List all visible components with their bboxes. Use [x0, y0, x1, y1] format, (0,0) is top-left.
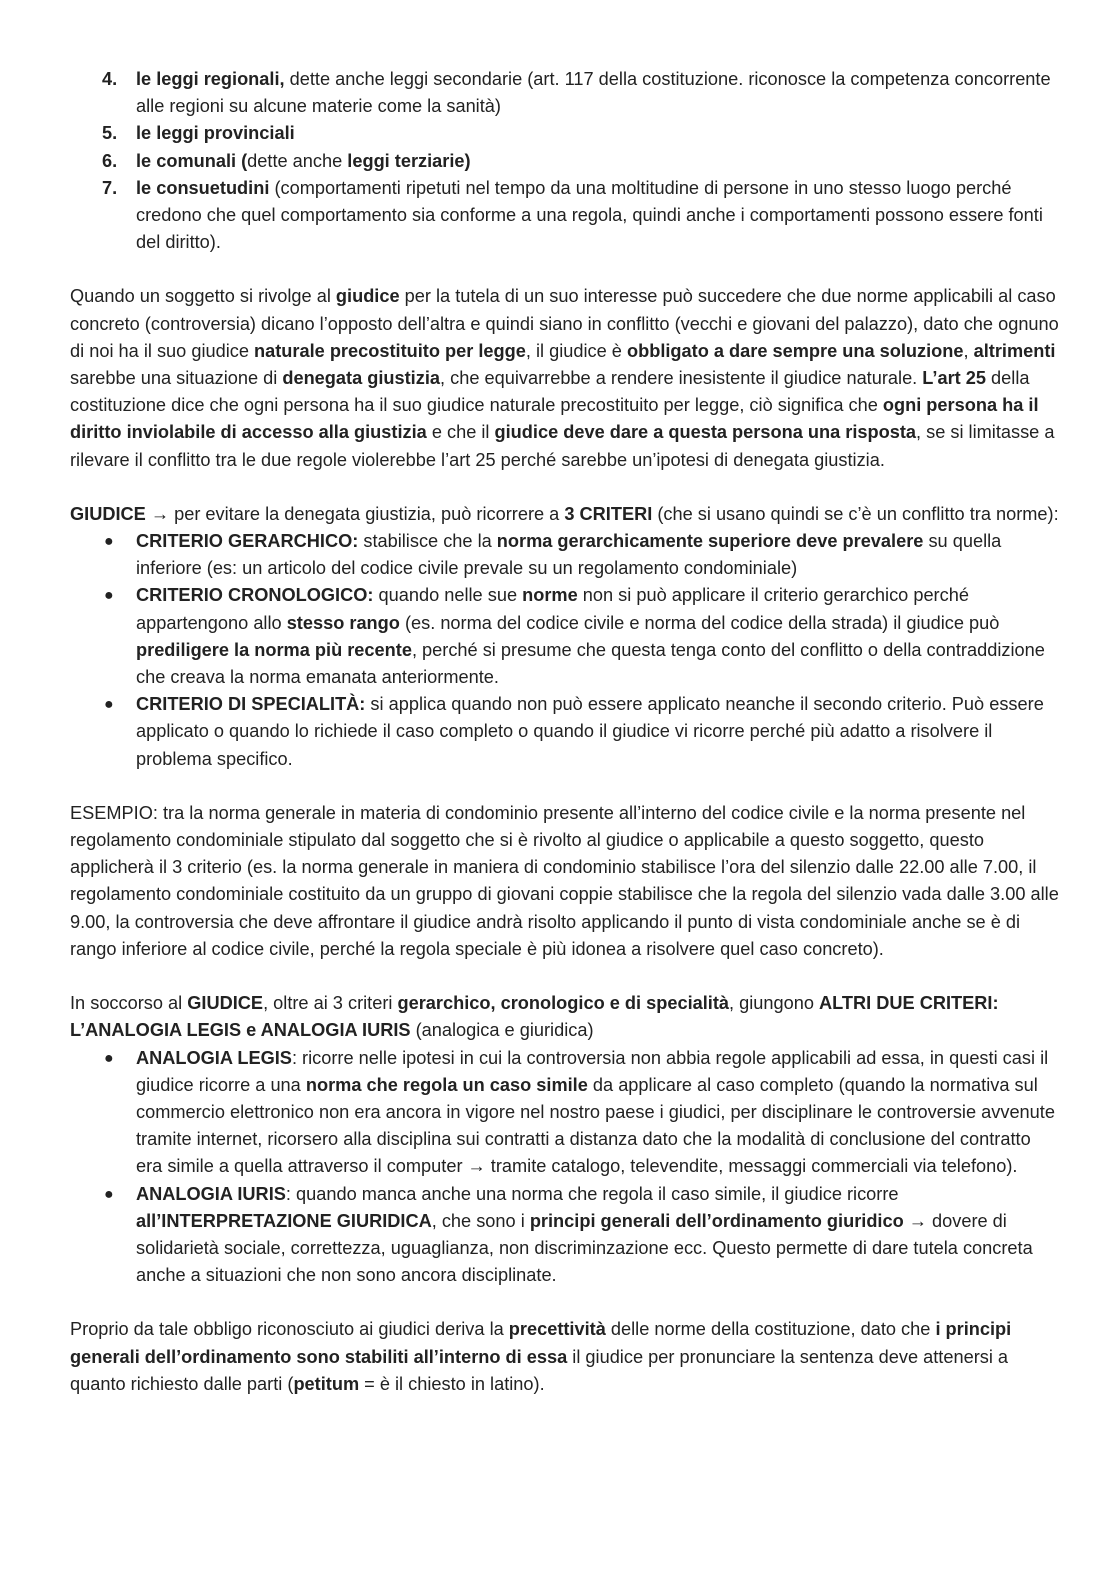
bullet-icon: ● [104, 587, 114, 605]
text-run: , [963, 340, 974, 361]
bold-text: le comunali ( [136, 150, 248, 171]
bold-text: giudice [335, 286, 400, 307]
text-run: , perché si presume che questa tenga conto del conflitto o della contraddizione che creava la norma emanata anteriormente. [136, 639, 1045, 688]
text-run: , giungono [729, 993, 820, 1014]
bold-text: le leggi regionali, [136, 69, 285, 89]
bold-text: norme [522, 585, 578, 606]
text-run: (comportamenti ripetuti nel tempo da una moltitudine di persone in uno stesso luogo perché credono che quel comportamento sia conforme a una regola, quindi anche i comportamenti possono essere fonti del diritto). [136, 177, 1043, 253]
text-run: , che sono i [431, 1210, 530, 1231]
bold-text: naturale precostituito per legge [254, 340, 526, 361]
text-run: (analogica e giuridica) [410, 1020, 594, 1041]
text-run: = è il chiesto in latino). [359, 1373, 545, 1394]
text-run: (es. norma del codice civile e norma del codice della strada) il giudice può [399, 612, 1000, 633]
paragraph-criteri [70, 501, 1060, 528]
list-item [70, 528, 1060, 582]
text-run: dette anche [247, 150, 348, 171]
text-run: dette anche leggi secondarie (art. 117 della costituzione. riconosce la competenza concorrente alle regioni su alcune materie come la sanità) [136, 69, 1051, 117]
bold-text: giudice deve dare a questa persona una risposta [494, 422, 916, 443]
list-number: 4. [102, 69, 118, 89]
bold-text: all’INTERPRETAZIONE GIURIDICA [136, 1210, 432, 1231]
bold-text: leggi terziarie) [347, 150, 471, 171]
bold-text: le consuetudini [136, 177, 270, 198]
bold-text: CRITERIO DI SPECIALITÀ: [136, 694, 366, 715]
text-run: su quella inferiore (es: un articolo del codice civile prevale su un regolamento condominiale) [136, 531, 1002, 579]
bold-text: GIUDICE [70, 503, 146, 524]
text-run: , oltre ai 3 criteri [263, 993, 398, 1014]
bold-text: precettività [508, 1319, 606, 1340]
bold-text: obbligato a dare sempre una soluzione [626, 340, 964, 361]
bold-text: GIUDICE [187, 993, 264, 1014]
text-run: si applica quando non può essere applicato neanche il secondo criterio. Può essere applicato o quando lo richiede il caso completo o quando il giudice vi ricorre perché più adatto a risolvere il problema specifico. [136, 694, 1044, 769]
bullet-icon: ● [104, 696, 114, 714]
bold-text: i principi generali dell’ordinamento sono stabiliti all’interno di essa [70, 1319, 1012, 1367]
list-item [70, 1181, 1060, 1290]
bold-text: gerarchico, cronologico e di specialità [397, 993, 730, 1014]
paragraph-giudice [70, 283, 1060, 473]
list-number: 7. [102, 177, 118, 198]
text-run: : ricorre nelle ipotesi in cui la controversia non abbia regole applicabili ad essa, in questi casi il giudice ricorre a una [136, 1047, 1049, 1095]
list-item [70, 1045, 1060, 1181]
text-run: e che il [426, 422, 495, 443]
text-run: non si può applicare il criterio gerarchico perché appartengono allo [136, 585, 969, 633]
text-run: quando nelle sue [373, 585, 523, 606]
list-item [70, 148, 1060, 175]
bold-text: le leggi provinciali [136, 123, 295, 144]
bold-text: denegata giustizia [282, 368, 441, 389]
bold-text: CRITERIO CRONOLOGICO: [136, 585, 374, 606]
paragraph-precettivita [70, 1316, 1060, 1398]
bold-text: stesso rango [286, 612, 400, 633]
bold-text: altrimenti [973, 340, 1056, 361]
list-item [70, 691, 1060, 773]
text-run: della costituzione dice che ogni persona ha il suo giudice naturale precostituito per legge, ciò significa che [70, 368, 1030, 416]
bold-text: petitum [293, 1373, 360, 1394]
text-run: sarebbe una situazione di [70, 368, 283, 389]
text-run: dovere di solidarietà sociale, correttezza, uguaglianza, non discriminzazione ecc. Questo permette di dare tutela concreta anche a situazioni che non sono ancora disciplinate. [136, 1210, 1033, 1286]
list-item [70, 175, 1060, 257]
bold-text: ANALOGIA LEGIS [136, 1047, 292, 1068]
paragraph-esempio [70, 800, 1060, 963]
text-run: , il giudice è [525, 340, 627, 361]
bold-text: prediligere la norma più recente [136, 639, 412, 660]
bold-text: ALTRI DUE CRITERI: L’ANALOGIA LEGIS e ANALOGIA IURIS [70, 993, 999, 1041]
text-run: delle norme della costituzione, dato che [605, 1319, 936, 1340]
text-run: il giudice per pronunciare la sentenza deve attenersi a quanto richiesto dalle parti ( [70, 1346, 1009, 1394]
text-run: , che equivarrebbe a rendere inesistente il giudice naturale. [440, 368, 923, 389]
text-run: Proprio da tale obbligo riconosciuto ai giudici deriva la [70, 1319, 509, 1340]
text-run: (che si usano quindi se c’è un conflitto tra norme): [652, 503, 1059, 524]
list-number: 6. [102, 150, 118, 171]
text-run: In soccorso al [70, 993, 188, 1014]
text-run: ESEMPIO: tra la norma generale in materia di condominio presente all’interno del codice civile e la norma presente nel regolamento condominiale stipulato dal soggetto che si è rivolto al giudice o applicabile a questo soggetto, questo applicherà il 3 criterio (es. la norma generale in maniera di condominio stabilisce l’ora del silenzio dalle 22.00 alle 7.00, il regolamento condominiale costituito da un gruppo di giovani coppie stabilisce che la regola del silenzio vada dalle 3.00 alle 9.00, la controversia che deve affrontare il giudice andrà risolto applicando il punto di vista condominiale anche se è di rango inferiore al codice civile, perché la regola speciale è più idonea a risolvere quel caso concreto). [70, 802, 1059, 959]
bold-text: principi generali dell’ordinamento giuridico → [529, 1210, 927, 1231]
sources-list [70, 66, 1060, 256]
list-number: 5. [102, 123, 118, 144]
text-run: Quando un soggetto si rivolge al [70, 286, 336, 307]
criteri-list [70, 528, 1060, 773]
bold-text: ANALOGIA IURIS [136, 1183, 286, 1204]
text-run: → per evitare la denegata giustizia, può ricorrere a [145, 503, 565, 524]
text-run: , se si limitasse a rilevare il conflitto tra le due regole violerebbe l’art 25 perché sarebbe un’ipotesi di denegata giustizia. [70, 422, 1055, 470]
bold-text: CRITERIO GERARCHICO: [136, 531, 359, 552]
paragraph-analogia [70, 990, 1060, 1044]
bullet-icon: ● [104, 1049, 114, 1067]
document-page [70, 66, 1060, 1398]
bullet-icon: ● [104, 1185, 114, 1203]
text-run: da applicare al caso completo (quando la normativa sul commercio elettronico non era ancora in vigore nel nostro paese i giudici, per disciplinare le controversie avvenute tramite internet, ricorsero alla disciplina sui contratti a distanza dato che la modalità di conclusione del contratto era simile a quella attraverso il computer → tramite catalogo, televendite, messaggi commerciali via telefono). [136, 1074, 1055, 1177]
bold-text: L’art 25 [922, 368, 986, 389]
text-run: stabilisce che la [358, 531, 497, 552]
list-item [70, 66, 1060, 120]
text-run: per la tutela di un suo interesse può succedere che due norme applicabili al caso concreto (controversia) dicano l’opposto dell’altra e quindi siano in conflitto (vecchi e giovani del palazzo), dato che ognuno di noi ha il suo giudice [70, 286, 1059, 361]
list-item [70, 582, 1060, 691]
bold-text: 3 CRITERI [564, 503, 653, 524]
bullet-icon: ● [104, 533, 114, 551]
text-run: : quando manca anche una norma che regola il caso simile, il giudice ricorre [285, 1183, 899, 1204]
bold-text: norma che regola un caso simile [305, 1074, 588, 1095]
analogia-list [70, 1045, 1060, 1290]
bold-text: ogni persona ha il diritto inviolabile di accesso alla giustizia [70, 395, 1039, 443]
bold-text: norma gerarchicamente superiore deve prevalere [496, 531, 924, 552]
list-item [70, 120, 1060, 147]
